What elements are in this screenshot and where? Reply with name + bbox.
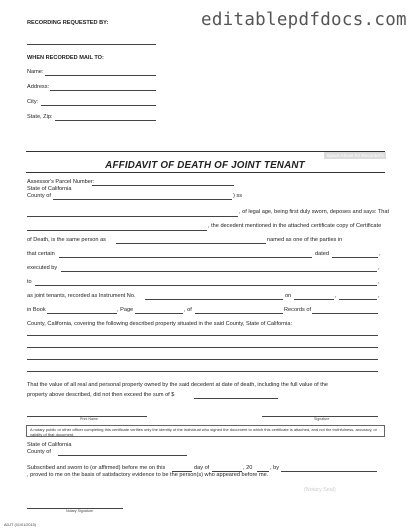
named-as-text: named as one of the parties in bbox=[267, 237, 343, 243]
notary-state-label: State of California bbox=[27, 442, 72, 448]
instrument-number-field[interactable] bbox=[145, 299, 283, 300]
value-sum-field[interactable] bbox=[194, 398, 278, 399]
property-line-3[interactable] bbox=[27, 359, 378, 360]
brand-logo-text: editablepdfdocs.com bbox=[201, 10, 407, 30]
decedent-text: , the decedent mentioned in the attached certificate copy of Certificate bbox=[208, 223, 382, 229]
dated-comma: , bbox=[379, 251, 381, 257]
executed-by-text: executed by bbox=[27, 265, 58, 271]
notary-county-label: County of bbox=[27, 449, 51, 455]
subscribed-text: Subscribed and sworn to (or affirmed) before me on this bbox=[27, 465, 166, 471]
notary-seal-placeholder: (Notary Seal) bbox=[304, 487, 336, 493]
property-line-2[interactable] bbox=[27, 347, 378, 348]
value-text-line1: That the value of all real and personal property owned by the said decedent at date of death, including the full value of the bbox=[27, 382, 329, 388]
records-of-field[interactable] bbox=[312, 313, 378, 314]
on-text: on bbox=[285, 293, 292, 299]
notary-by-field[interactable] bbox=[281, 471, 377, 472]
state-label: State of California bbox=[27, 186, 72, 192]
page-field[interactable] bbox=[135, 313, 183, 314]
recorded-date-field[interactable] bbox=[294, 299, 334, 300]
document-title: AFFIDAVIT OF DEATH OF JOINT TENANT bbox=[105, 160, 305, 171]
address-label: Address: bbox=[27, 84, 50, 90]
of-field[interactable] bbox=[195, 313, 283, 314]
recorder-use-band: Space Above for Recorder's Use Only bbox=[324, 152, 386, 159]
legal-age-text: , of legal age, being first duly sworn, deposes and says: That bbox=[239, 209, 390, 215]
of-death-text: of Death, is the same person as bbox=[27, 237, 106, 243]
day-of-text: day of bbox=[194, 465, 210, 471]
same-person-field[interactable] bbox=[116, 243, 266, 244]
recording-requested-by-label: RECORDING REQUESTED BY: bbox=[27, 20, 109, 26]
recorded-year-field[interactable] bbox=[339, 299, 377, 300]
notary-notice-box: A notary public or other officer completing this certificate verifies only the identity of the individual who signed the document to which this certificate is attached, and not the truthfulness, accuracy, or validity of that document. bbox=[26, 425, 385, 437]
notary-county-field[interactable] bbox=[58, 455, 187, 456]
name-label: Name: bbox=[27, 69, 44, 75]
print-name-caption: Print Name bbox=[80, 417, 98, 421]
parcel-label: Assessor's Parcel Number: bbox=[27, 179, 95, 185]
ss-label: ) ss bbox=[233, 193, 243, 199]
county-covering-text: County, California, covering the following described property situated in the said County, State of California: bbox=[27, 321, 293, 327]
of-text: , of bbox=[184, 307, 192, 313]
decedent-name-field[interactable] bbox=[27, 230, 207, 231]
notary-signature-caption: Notary Signature bbox=[66, 509, 93, 513]
signature-caption: Signature bbox=[314, 417, 330, 421]
year-prefix-text: , 20 bbox=[243, 465, 253, 471]
to-text: to bbox=[27, 279, 32, 285]
page-text: , Page bbox=[117, 307, 134, 313]
form-code-footer: ADJT (01/01/2015) bbox=[4, 523, 37, 527]
city-label: City: bbox=[27, 99, 39, 105]
state-zip-label: State, Zip: bbox=[27, 114, 53, 120]
to-field[interactable] bbox=[35, 285, 377, 286]
state-zip-field[interactable] bbox=[55, 120, 156, 121]
book-field[interactable] bbox=[47, 313, 117, 314]
dated-field[interactable] bbox=[332, 257, 378, 258]
name-field[interactable] bbox=[45, 75, 156, 76]
joint-tenants-text: as joint tenants, recorded as Instrument No. bbox=[27, 293, 136, 299]
value-text-line2: property above described, did not then exceed the sum of $ bbox=[27, 392, 175, 398]
in-book-text: in Book bbox=[27, 307, 46, 313]
executed-comma: , bbox=[378, 265, 380, 271]
instrument-type-field[interactable] bbox=[59, 257, 312, 258]
executed-by-field[interactable] bbox=[61, 271, 377, 272]
subscribed-text-2: , proved to me on the basis of satisfactory evidence to be the person(s) who appeared before me. bbox=[27, 472, 269, 478]
parcel-field[interactable] bbox=[92, 185, 234, 186]
year-comma: , bbox=[378, 293, 380, 299]
address-field[interactable] bbox=[50, 90, 156, 91]
by-text: , by bbox=[270, 465, 280, 471]
mail-to-label: WHEN RECORDED MAIL TO: bbox=[27, 55, 104, 61]
city-field[interactable] bbox=[41, 105, 156, 106]
property-line-4[interactable] bbox=[27, 371, 378, 372]
dated-text: dated bbox=[315, 251, 329, 257]
on-comma: , bbox=[335, 293, 337, 299]
county-field[interactable] bbox=[53, 199, 232, 200]
county-label: County of bbox=[27, 193, 51, 199]
requested-by-line[interactable] bbox=[27, 44, 156, 45]
property-line-1[interactable] bbox=[27, 335, 378, 336]
that-certain-text: that certain bbox=[27, 251, 55, 257]
title-divider bbox=[26, 172, 385, 173]
to-comma: , bbox=[378, 279, 380, 285]
records-of-text: Records of bbox=[284, 307, 312, 313]
affiant-name-field[interactable] bbox=[27, 216, 238, 217]
